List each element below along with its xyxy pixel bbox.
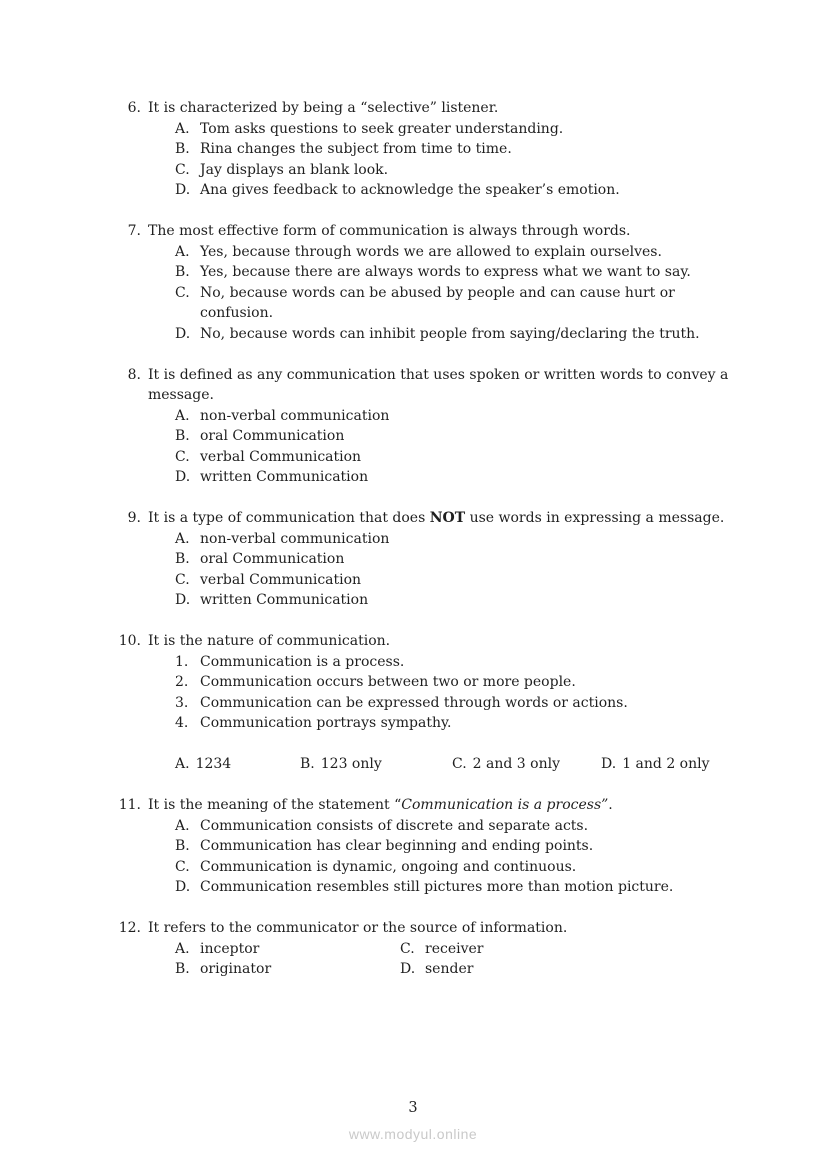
option-text: Tom asks questions to seek greater understanding. xyxy=(200,120,564,137)
option-text: oral Communication xyxy=(200,428,345,444)
question-head xyxy=(111,221,734,242)
option-label: D. xyxy=(175,469,191,485)
options-list xyxy=(175,242,734,345)
option-text: Rina changes the subject from time to time. xyxy=(200,141,512,157)
question-text-segment: It is the nature of communication. xyxy=(148,633,391,649)
question-text xyxy=(148,221,734,242)
answer-option xyxy=(175,877,734,898)
options-list xyxy=(175,119,734,201)
question-text-segment: use words in expressing a message. xyxy=(465,510,725,526)
watermark: www.modyul.online xyxy=(348,1126,478,1142)
option-label: A. xyxy=(175,756,190,772)
statement-number: 1. xyxy=(175,653,189,670)
answer-option xyxy=(175,816,734,837)
answer-option xyxy=(175,529,734,550)
option-label: B. xyxy=(175,838,190,854)
question-text-segment: It refers to the communicator or the source of information. xyxy=(148,920,568,936)
sub-items-list xyxy=(175,652,734,734)
option-text: oral Communication xyxy=(200,551,345,567)
question-head xyxy=(111,918,734,939)
option-text: No, because words can be abused by people and can cause hurt or confusion. xyxy=(200,284,675,321)
question-text-segment: NOT xyxy=(429,510,466,526)
statement-number: 3. xyxy=(175,694,189,711)
option-label: A. xyxy=(175,407,190,424)
option-text: inceptor xyxy=(200,940,260,957)
question-text-segment: It is the meaning of the statement “ xyxy=(148,797,402,813)
option-label: B. xyxy=(175,141,190,157)
statement-text: Communication portrays sympathy. xyxy=(200,715,452,731)
answer-option xyxy=(175,447,734,468)
option-text: 2 and 3 only xyxy=(472,756,560,772)
question-text xyxy=(148,508,734,529)
question-text xyxy=(148,918,734,939)
answer-option xyxy=(175,939,400,960)
question-number: 9. xyxy=(127,510,141,526)
page-number: 3 xyxy=(408,1100,418,1116)
option-text: Yes, because through words we are allowed to explain ourselves. xyxy=(200,243,662,260)
answer-option xyxy=(175,754,300,775)
option-label: A. xyxy=(175,120,190,137)
question-text-segment: . xyxy=(608,797,613,813)
answer-option xyxy=(175,426,734,447)
option-text: 1 and 2 only xyxy=(622,756,710,772)
question-block xyxy=(111,631,734,775)
option-label: D. xyxy=(175,182,191,198)
option-text: Jay displays an blank look. xyxy=(200,161,389,178)
question-text xyxy=(148,795,734,816)
option-text: non-verbal communication xyxy=(200,407,390,424)
option-label: B. xyxy=(175,961,190,977)
answer-option xyxy=(300,754,452,775)
answer-option xyxy=(175,180,734,201)
option-text: 123 only xyxy=(320,756,382,772)
statement-item xyxy=(175,713,734,734)
answer-option xyxy=(175,262,734,283)
option-label: C. xyxy=(175,284,190,301)
question-block xyxy=(111,795,734,898)
option-label: A. xyxy=(175,817,190,834)
option-label: A. xyxy=(175,243,190,260)
question-head xyxy=(111,365,734,406)
question-number: 8. xyxy=(127,366,141,383)
option-label: C. xyxy=(452,756,467,772)
option-text: verbal Communication xyxy=(200,448,362,465)
answer-option xyxy=(175,570,734,591)
question-head xyxy=(111,631,734,652)
option-text: written Communication xyxy=(200,469,369,485)
statement-text: Communication occurs between two or more people. xyxy=(200,674,576,690)
option-label: D. xyxy=(175,879,191,895)
option-text: 1234 xyxy=(195,756,232,772)
options-list xyxy=(175,939,734,980)
question-head xyxy=(111,508,734,529)
option-label: A. xyxy=(175,940,190,957)
option-label: D. xyxy=(175,592,191,608)
question-text-segment: It is defined as any communication that uses spoken or written words to convey a message. xyxy=(148,366,729,403)
question-block xyxy=(111,365,734,488)
option-text: originator xyxy=(200,961,272,977)
question-head xyxy=(111,98,734,119)
option-label: C. xyxy=(175,161,190,178)
statement-item xyxy=(175,693,734,714)
answer-option xyxy=(175,959,400,980)
statement-number: 2. xyxy=(175,674,189,690)
option-label: B. xyxy=(175,551,190,567)
answer-option xyxy=(452,754,601,775)
option-text: Yes, because there are always words to express what we want to say. xyxy=(200,264,691,280)
option-label: D. xyxy=(601,756,617,772)
option-label: B. xyxy=(175,264,190,280)
statement-number: 4. xyxy=(175,715,189,731)
answer-option xyxy=(175,590,734,611)
question-block xyxy=(111,508,734,611)
option-text: Communication consists of discrete and separate acts. xyxy=(200,817,589,834)
inline-answers-row xyxy=(175,754,734,775)
option-label: C. xyxy=(175,571,190,588)
question-number: 6. xyxy=(127,100,141,116)
options-list xyxy=(175,816,734,898)
question-block xyxy=(111,221,734,344)
option-label: C. xyxy=(175,858,190,875)
answer-option xyxy=(175,467,734,488)
statement-text: Communication can be expressed through words or actions. xyxy=(200,694,628,711)
option-label: C. xyxy=(175,448,190,465)
option-text: No, because words can inhibit people from saying/declaring the truth. xyxy=(200,325,700,342)
option-text: written Communication xyxy=(200,592,369,608)
option-text: non-verbal communication xyxy=(200,530,390,547)
question-text-segment: It is a type of communication that does xyxy=(148,510,430,526)
question-text xyxy=(148,98,734,119)
answer-option xyxy=(400,959,734,980)
statement-item xyxy=(175,672,734,693)
option-text: receiver xyxy=(425,940,484,957)
option-label: B. xyxy=(175,428,190,444)
question-text-segment: It is characterized by being a “selective” listener. xyxy=(148,100,499,116)
option-label: B. xyxy=(300,756,315,772)
option-text: verbal Communication xyxy=(200,571,362,588)
question-number: 12. xyxy=(118,920,141,936)
option-text: sender xyxy=(425,961,474,977)
answer-option xyxy=(175,549,734,570)
option-label: D. xyxy=(175,325,191,342)
answer-option xyxy=(175,119,734,140)
question-text xyxy=(148,365,734,406)
option-label: C. xyxy=(400,940,415,957)
option-text: Ana gives feedback to acknowledge the speaker’s emotion. xyxy=(200,182,620,198)
answer-option xyxy=(400,939,734,960)
answer-option xyxy=(175,836,734,857)
option-text: Communication has clear beginning and ending points. xyxy=(200,838,594,854)
quiz-content xyxy=(111,98,734,1000)
answer-option xyxy=(175,160,734,181)
question-number: 7. xyxy=(127,223,141,239)
options-list xyxy=(175,406,734,488)
option-text: Communication resembles still pictures more than motion picture. xyxy=(200,879,674,895)
options-list xyxy=(175,529,734,611)
answer-option xyxy=(175,324,734,345)
answer-option xyxy=(175,857,734,878)
answer-option xyxy=(175,139,734,160)
option-label: A. xyxy=(175,530,190,547)
statement-text: Communication is a process. xyxy=(200,653,405,670)
question-block xyxy=(111,98,734,201)
answer-option xyxy=(175,283,734,324)
question-text xyxy=(148,631,734,652)
question-number: 10. xyxy=(118,633,141,649)
question-head xyxy=(111,795,734,816)
answer-option xyxy=(175,406,734,427)
question-text-segment: The most effective form of communication is always through words. xyxy=(148,223,631,239)
question-number: 11. xyxy=(118,797,141,813)
statement-item xyxy=(175,652,734,673)
question-text-segment: Communication is a process” xyxy=(401,797,609,813)
option-label: D. xyxy=(400,961,416,977)
answer-option xyxy=(175,242,734,263)
question-block xyxy=(111,918,734,980)
answer-option xyxy=(601,754,710,775)
option-text: Communication is dynamic, ongoing and continuous. xyxy=(200,858,577,875)
